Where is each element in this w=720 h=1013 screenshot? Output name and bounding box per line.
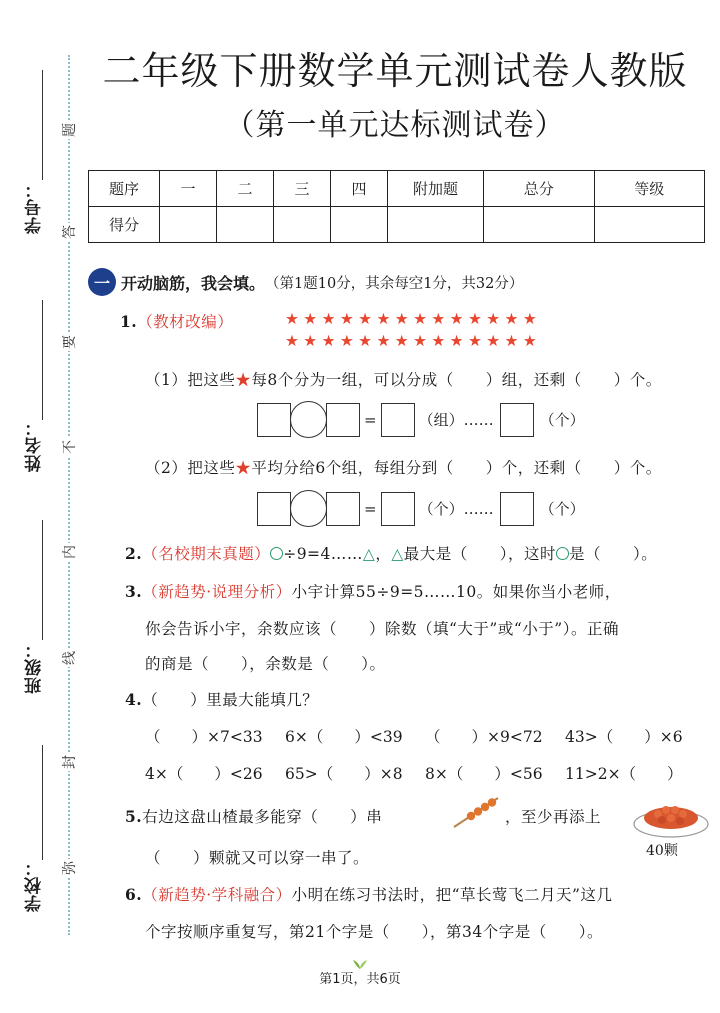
class-label: 班级： xyxy=(25,640,45,694)
seal-char: 线 xyxy=(59,649,79,667)
name-label: 姓名： xyxy=(25,418,45,472)
score-table xyxy=(88,170,705,243)
equals-sign: = xyxy=(364,410,377,429)
score-input-cell[interactable] xyxy=(594,207,705,243)
score-input-cell[interactable] xyxy=(160,207,217,243)
question-number: 6. xyxy=(125,885,143,904)
class-underline[interactable] xyxy=(42,520,43,640)
answer-box[interactable] xyxy=(326,492,360,526)
question-tag: （名校期末真题） xyxy=(142,545,271,563)
question-3-line-2: 你会告诉小宇，余数应该（ ）除数（填“大于”或“小于”）。正确 xyxy=(145,620,619,638)
star-icon: ★ xyxy=(235,459,252,477)
name-underline[interactable] xyxy=(42,300,43,420)
question-number: 2. xyxy=(125,544,143,563)
answer-box[interactable] xyxy=(257,403,291,437)
question-tag: （新趋势·说理分析） xyxy=(142,583,292,601)
seal-dotted-line xyxy=(68,55,70,935)
seal-char: 不 xyxy=(59,438,79,456)
unit-label: （组）…… xyxy=(418,411,494,429)
question-5-line-2: （ ）颗就又可以穿一串了。 xyxy=(145,849,370,867)
seal-char: 弥 xyxy=(59,859,79,877)
answer-box[interactable] xyxy=(381,403,415,437)
section-title: 开动脑筋，我会填。 xyxy=(121,273,266,293)
question-4-stem xyxy=(125,688,318,710)
question-tag: （教材改编） xyxy=(137,313,234,331)
equation-2 xyxy=(257,490,585,527)
score-table-cell: 题序 xyxy=(89,171,160,207)
answer-box[interactable] xyxy=(257,492,291,526)
equation-1 xyxy=(257,401,585,438)
question-3-line-3: 的商是（ ），余数是（ ）。 xyxy=(145,655,386,673)
seal-char: 答 xyxy=(59,223,79,241)
equals-sign: = xyxy=(364,499,377,518)
unit-label: （个） xyxy=(539,500,585,518)
question-number: 3. xyxy=(125,582,143,601)
question-5-line-1-tail: ，至少再添上 xyxy=(505,808,602,826)
question-text: 是（ ）。 xyxy=(569,545,658,563)
circle-symbol-icon xyxy=(556,547,569,560)
score-table-score-row xyxy=(89,207,705,243)
score-table-cell: 三 xyxy=(274,171,331,207)
question-4-row-1 xyxy=(145,725,705,747)
score-table-cell: 一 xyxy=(160,171,217,207)
triangle-symbol-icon: △ xyxy=(391,545,404,563)
score-table-header-row xyxy=(89,171,705,207)
star-icon: ★ xyxy=(235,371,252,389)
question-tag: （新趋势·学科融合） xyxy=(142,886,292,904)
question-6-line-2: 个字按顺序重复写，第21个字是（ ），第34个字是（ ）。 xyxy=(145,923,603,941)
question-6-line-1 xyxy=(125,883,612,905)
page-number: 第1页，共6页 xyxy=(319,972,401,987)
question-3-line-1 xyxy=(125,580,621,602)
inequality-item: 43>（ ）×6 xyxy=(565,728,683,746)
part-prefix: （1）把这些 xyxy=(145,371,236,389)
inequality-item: （ ）×9<72 xyxy=(425,728,543,746)
inequality-item: 65>（ ）×8 xyxy=(285,765,403,783)
question-text: ， xyxy=(375,545,392,563)
question-text: 最大是（ ），这时 xyxy=(403,545,557,563)
section-number-badge: 一 xyxy=(88,268,116,296)
question-number: 5. xyxy=(125,807,143,826)
score-table-cell: 总分 xyxy=(484,171,594,207)
student-id-underline[interactable] xyxy=(42,70,43,180)
question-2 xyxy=(125,542,657,564)
question-5-line-1 xyxy=(125,805,382,827)
question-text: 小宇计算55÷9=5……10。如果你当小老师， xyxy=(291,583,621,601)
score-input-cell[interactable] xyxy=(484,207,594,243)
section-heading xyxy=(88,268,523,296)
plate-caption: 40颗 xyxy=(646,843,678,859)
score-table-cell: 附加题 xyxy=(388,171,484,207)
score-input-cell[interactable] xyxy=(274,207,331,243)
hawthorn-skewer-icon xyxy=(452,795,500,829)
star-row: ★★★★★★★★★★★★★★ xyxy=(285,310,542,328)
answer-box[interactable] xyxy=(500,492,534,526)
seal-char: 题 xyxy=(59,121,79,139)
score-table-cell: 得分 xyxy=(89,207,160,243)
page-title: 二年级下册数学单元测试卷人教版 xyxy=(102,49,688,93)
question-text: （ ）里最大能填几？ xyxy=(142,691,319,709)
school-label: 学校： xyxy=(25,858,45,912)
seal-char: 内 xyxy=(59,543,79,561)
question-1-header xyxy=(120,310,233,332)
question-4-row-2 xyxy=(145,762,705,784)
hawthorn-plate-icon xyxy=(632,796,710,840)
school-underline[interactable] xyxy=(42,745,43,860)
score-table-cell: 四 xyxy=(331,171,388,207)
inequality-item: （ ）×7<33 xyxy=(145,728,263,746)
unit-label: （个） xyxy=(539,411,585,429)
question-text: 小明在练习书法时，把“草长莺飞二月天”这几 xyxy=(291,886,613,904)
question-number: 4. xyxy=(125,690,143,709)
score-input-cell[interactable] xyxy=(331,207,388,243)
score-table-cell: 等级 xyxy=(594,171,705,207)
answer-box[interactable] xyxy=(326,403,360,437)
section-note: （第1题10分，其余每空1分，共32分） xyxy=(265,275,524,292)
inequality-item: 4×（ ）<26 xyxy=(145,765,263,783)
seal-char: 要 xyxy=(59,333,79,351)
part-text: 每8个分为一组，可以分成（ ）组，还剩（ ）个。 xyxy=(251,371,662,389)
question-1-part-1 xyxy=(145,368,662,390)
inequality-item: 11>2×（ ） xyxy=(565,765,683,783)
operator-circle[interactable] xyxy=(290,490,327,527)
question-text: ÷9=4…… xyxy=(283,545,363,563)
score-input-cell[interactable] xyxy=(388,207,484,243)
question-1-part-2 xyxy=(145,456,662,478)
answer-box[interactable] xyxy=(500,403,534,437)
seal-char: 封 xyxy=(59,753,79,771)
inequality-item: 6×（ ）<39 xyxy=(285,728,403,746)
part-prefix: （2）把这些 xyxy=(145,459,236,477)
unit-label: （个）…… xyxy=(418,500,494,518)
operator-circle[interactable] xyxy=(290,401,327,438)
binding-margin xyxy=(0,0,90,1013)
triangle-symbol-icon: △ xyxy=(362,545,376,563)
answer-box[interactable] xyxy=(381,492,415,526)
part-text: 平均分给6个组，每组分到（ ）个，还剩（ ）个。 xyxy=(251,459,662,477)
inequality-item: 8×（ ）<56 xyxy=(425,765,543,783)
student-id-label: 学号： xyxy=(25,180,45,234)
question-number: 1. xyxy=(120,312,138,331)
question-text: 右边这盘山楂最多能穿（ ）串 xyxy=(142,808,383,826)
circle-symbol-icon xyxy=(270,547,283,560)
star-row: ★★★★★★★★★★★★★★ xyxy=(285,332,542,350)
page-subtitle: （第一单元达标测试卷） xyxy=(224,108,566,143)
score-input-cell[interactable] xyxy=(217,207,274,243)
score-table-cell: 二 xyxy=(217,171,274,207)
